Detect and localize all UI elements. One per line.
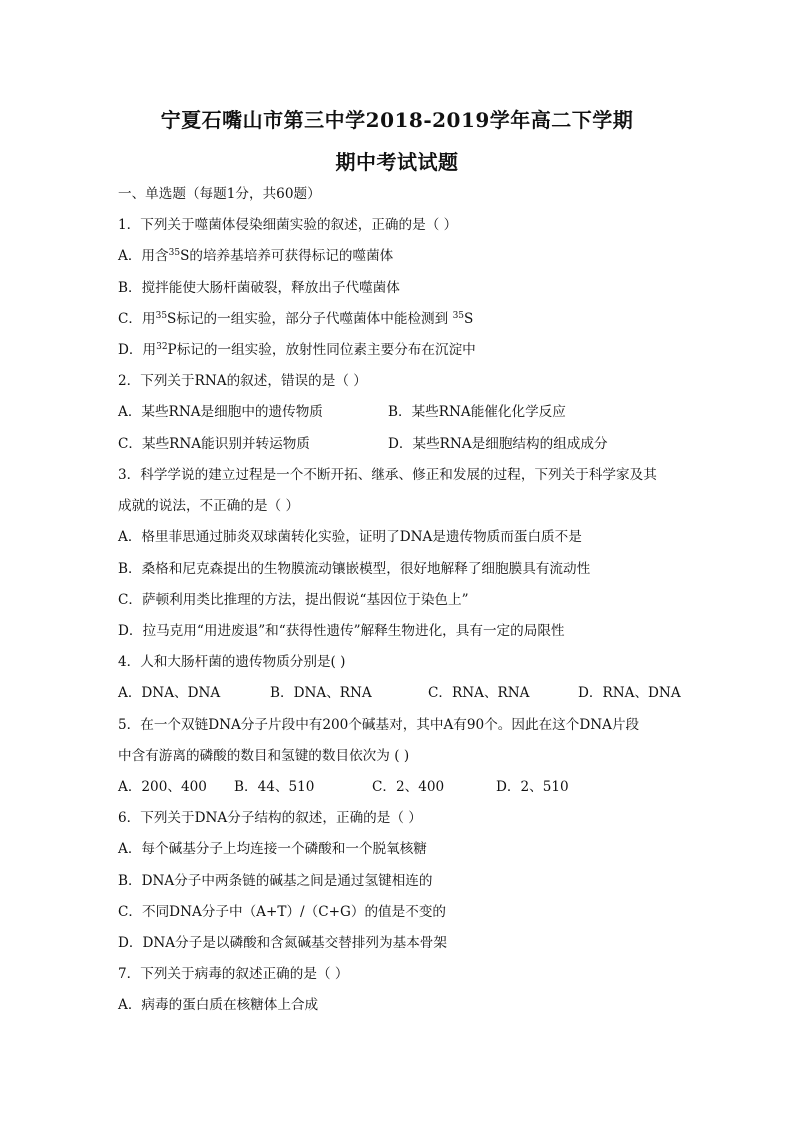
q5-option-b: B．44、510 xyxy=(234,779,315,795)
q4-option-a: A．DNA、DNA xyxy=(118,685,221,701)
q3-option-c: C．萨顿利用类比推理的方法，提出假说“基因位于染色上” xyxy=(118,592,469,608)
q3-option-b: B．桑格和尼克森提出的生物膜流动镶嵌模型，很好地解释了细胞膜具有流动性 xyxy=(118,561,591,577)
q6-option-a: A．每个碱基分子上均连接一个磷酸和一个脱氧核糖 xyxy=(118,841,427,857)
q2-option-b: B．某些RNA能催化化学反应 xyxy=(388,404,566,420)
q6-option-c: C．不同DNA分子中（A+T）/（C+G）的值是不变的 xyxy=(118,904,447,920)
q5-stem-line2: 中含有游离的磷酸的数目和氢键的数目依次为 ( ) xyxy=(118,748,410,764)
q3-option-a: A．格里菲思通过肺炎双球菌转化实验，证明了DNA是遗传物质而蛋白质不是 xyxy=(118,529,582,545)
q3-option-d: D．拉马克用“用进废退”和“获得性遗传”解释生物进化，具有一定的局限性 xyxy=(118,623,565,639)
q4-option-d: D．RNA、DNA xyxy=(578,685,681,701)
q6-stem: 6．下列关于DNA分子结构的叙述，正确的是（ ） xyxy=(118,810,422,826)
exam-title-line2: 期中考试试题 xyxy=(335,150,459,174)
q1-option-c: C．用$^{35}$S标记的一组实验，部分子代噬菌体中能检测到 $^{35}$S xyxy=(118,311,474,327)
q7-option-a: A．病毒的蛋白质在核糖体上合成 xyxy=(118,997,319,1013)
q2-option-d: D．某些RNA是细胞结构的组成成分 xyxy=(388,436,608,452)
q4-stem: 4．人和大肠杆菌的遗传物质分别是( ) xyxy=(118,654,346,670)
q1-stem: 1．下列关于噬菌体侵染细菌实验的叙述，正确的是（ ） xyxy=(118,217,458,233)
q5-option-d: D．2、510 xyxy=(496,779,569,795)
q5-option-a: A．200、400 xyxy=(118,779,207,795)
q2-option-c: C．某些RNA能识别并转运物质 xyxy=(118,436,310,452)
q2-option-a: A．某些RNA是细胞中的遗传物质 xyxy=(118,404,323,420)
q1-option-d: D．用$^{32}$P标记的一组实验，放射性同位素主要分布在沉淀中 xyxy=(118,342,476,358)
q5-stem-line1: 5．在一个双链DNA分子片段中有200个碱基对，其中A有90个。因此在这个DNA片段 xyxy=(118,717,640,733)
q6-option-b: B．DNA分子中两条链的碱基之间是通过氢键相连的 xyxy=(118,873,433,889)
q6-option-d: D．DNA分子是以磷酸和含氮碱基交替排列为基本骨架 xyxy=(118,935,447,951)
exam-title-line1: 宁夏石嘴山市第三中学2018-2019学年高二下学期 xyxy=(160,108,634,132)
q2-stem: 2．下列关于RNA的叙述，错误的是（ ） xyxy=(118,373,367,389)
q1-option-a: A．用含$^{35}$S的培养基培养可获得标记的噬菌体 xyxy=(118,248,394,264)
q4-option-b: B．DNA、RNA xyxy=(270,685,372,701)
q7-stem: 7．下列关于病毒的叙述正确的是（ ） xyxy=(118,966,349,982)
q5-option-c: C．2、400 xyxy=(372,779,445,795)
section-heading: 一、单选题（每题1分，共60题） xyxy=(118,186,321,202)
q3-stem-line1: 3．科学学说的建立过程是一个不断开拓、继承、修正和发展的过程，下列关于科学家及其 xyxy=(118,467,657,483)
q4-option-c: C．RNA、RNA xyxy=(428,685,530,701)
q3-stem-line2: 成就的说法，不正确的是（ ） xyxy=(118,498,300,514)
q1-option-b: B．搅拌能使大肠杆菌破裂，释放出子代噬菌体 xyxy=(118,280,400,296)
